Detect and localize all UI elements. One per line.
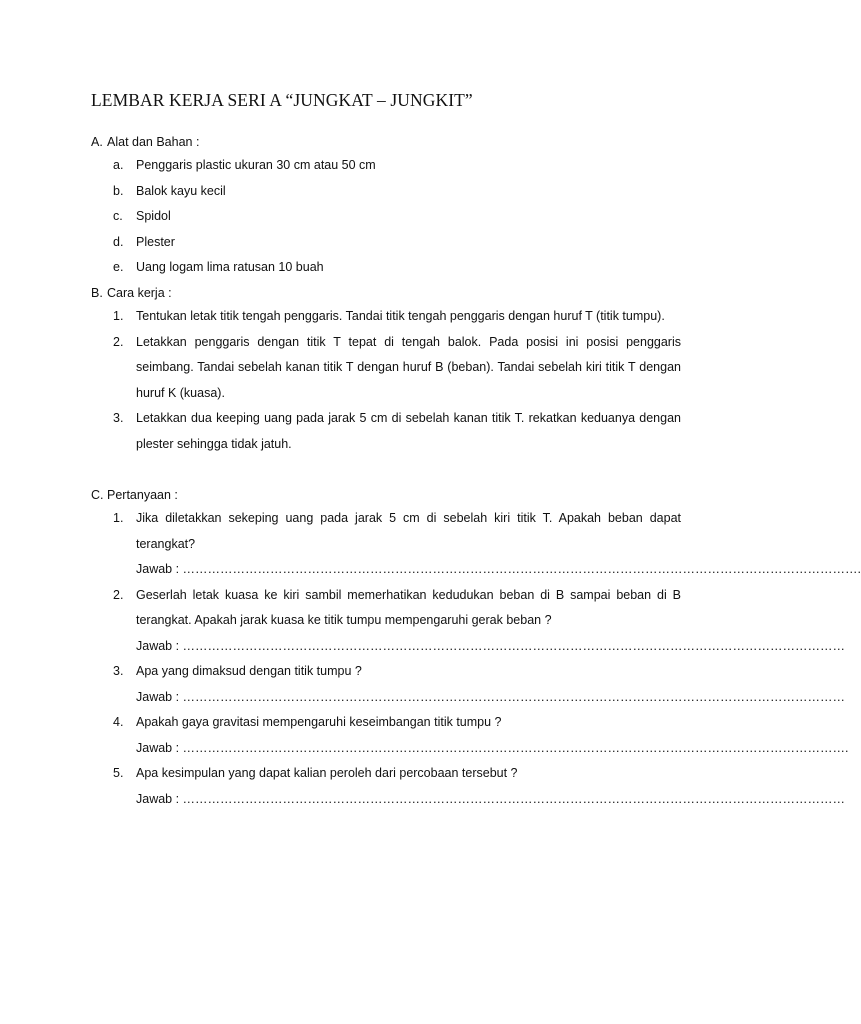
section-heading (91, 486, 681, 504)
question-item (91, 506, 681, 557)
answer-line[interactable]: Jawab : ………………………………………………………………………………………………………………………………………………. (136, 562, 861, 576)
answer-line[interactable]: Jawab : …………………………………………………………………………………………………………………………………………… (136, 638, 846, 653)
list-text: Letakkan dua keeping uang pada jarak 5 cm di sebelah kanan titik T. rekatkan keduanya dengan plester sehingga tidak jatuh. (136, 411, 681, 451)
question-number: 3. (113, 664, 124, 678)
list-marker: 3. (113, 411, 124, 425)
section-title: Alat dan Bahan : (107, 135, 200, 149)
question-number: 5. (113, 766, 124, 780)
list-item (91, 204, 681, 230)
section-heading (91, 133, 681, 151)
list-text: Letakkan penggaris dengan titik T tepat di tengah balok. Pada posisi ini posisi penggaris seimbang. Tandai sebelah kanan titik T dengan huruf B (beban). Tandai sebelah kiri titik T dengan huruf K (kuasa). (136, 334, 681, 400)
question-text: Apa kesimpulan yang dapat kalian peroleh dari percobaan tersebut ? (136, 766, 518, 780)
list-item (91, 230, 681, 256)
question-text: Apakah gaya gravitasi mempengaruhi keseimbangan titik tumpu ? (136, 715, 502, 729)
list-text: Plester (136, 234, 175, 249)
procedure-list (91, 304, 681, 457)
list-item (91, 255, 681, 281)
list-marker: a. (113, 158, 124, 172)
list-text: Tentukan letak titik tengah penggaris. Tandai titik tengah penggaris dengan huruf T (titik tumpu). (136, 309, 665, 323)
list-marker: 1. (113, 309, 124, 323)
question-text: Apa yang dimaksud dengan titik tumpu ? (136, 664, 362, 678)
list-marker: b. (113, 183, 124, 198)
section-questions (91, 486, 861, 812)
list-item (91, 153, 681, 179)
questions-list (91, 506, 861, 812)
list-text: Penggaris plastic ukuran 30 cm atau 50 cm (136, 158, 376, 172)
question-number: 1. (113, 511, 124, 525)
answer-line[interactable]: Jawab : ……………………………………………………………………………………………………………………………………………. (136, 740, 849, 755)
list-text: Spidol (136, 209, 171, 223)
question-text: Jika diletakkan sekeping uang pada jarak 5 cm di sebelah kiri titik T. Apakah beban dapat terangkat? (136, 511, 681, 551)
section-letter: C. (91, 488, 104, 502)
list-marker: c. (113, 209, 123, 223)
section-procedure (91, 284, 681, 457)
list-item (91, 406, 681, 457)
materials-list (91, 153, 681, 281)
section-letter: B. (91, 286, 103, 300)
answer-line[interactable]: Jawab : …………………………………………………………………………………………………………………………………………… (136, 689, 846, 704)
list-marker: e. (113, 260, 124, 274)
list-item (91, 330, 681, 407)
list-text: Uang logam lima ratusan 10 buah (136, 260, 324, 274)
question-item (91, 583, 681, 634)
answer-line[interactable]: Jawab : …………………………………………………………………………………………………………………………………………… (136, 791, 846, 806)
section-letter: A. (91, 135, 103, 149)
page-title: LEMBAR KERJA SERI A “JUNGKAT – JUNGKIT” (91, 90, 473, 110)
question-number: 4. (113, 715, 124, 729)
section-title: Pertanyaan : (107, 488, 178, 502)
list-marker: d. (113, 234, 124, 249)
question-item (91, 761, 681, 787)
list-item (91, 179, 681, 205)
section-materials (91, 133, 681, 281)
question-number: 2. (113, 587, 124, 602)
question-item (91, 659, 681, 685)
list-item (91, 304, 681, 330)
section-title: Cara kerja : (107, 286, 172, 300)
question-item (91, 710, 681, 736)
section-heading (91, 284, 681, 302)
question-text: Geserlah letak kuasa ke kiri sambil memerhatikan kedudukan beban di B sampai beban di B terangkat. Apakah jarak kuasa ke titik tumpu mempengaruhi gerak beban ? (136, 587, 681, 627)
list-marker: 2. (113, 334, 124, 349)
list-text: Balok kayu kecil (136, 183, 226, 198)
